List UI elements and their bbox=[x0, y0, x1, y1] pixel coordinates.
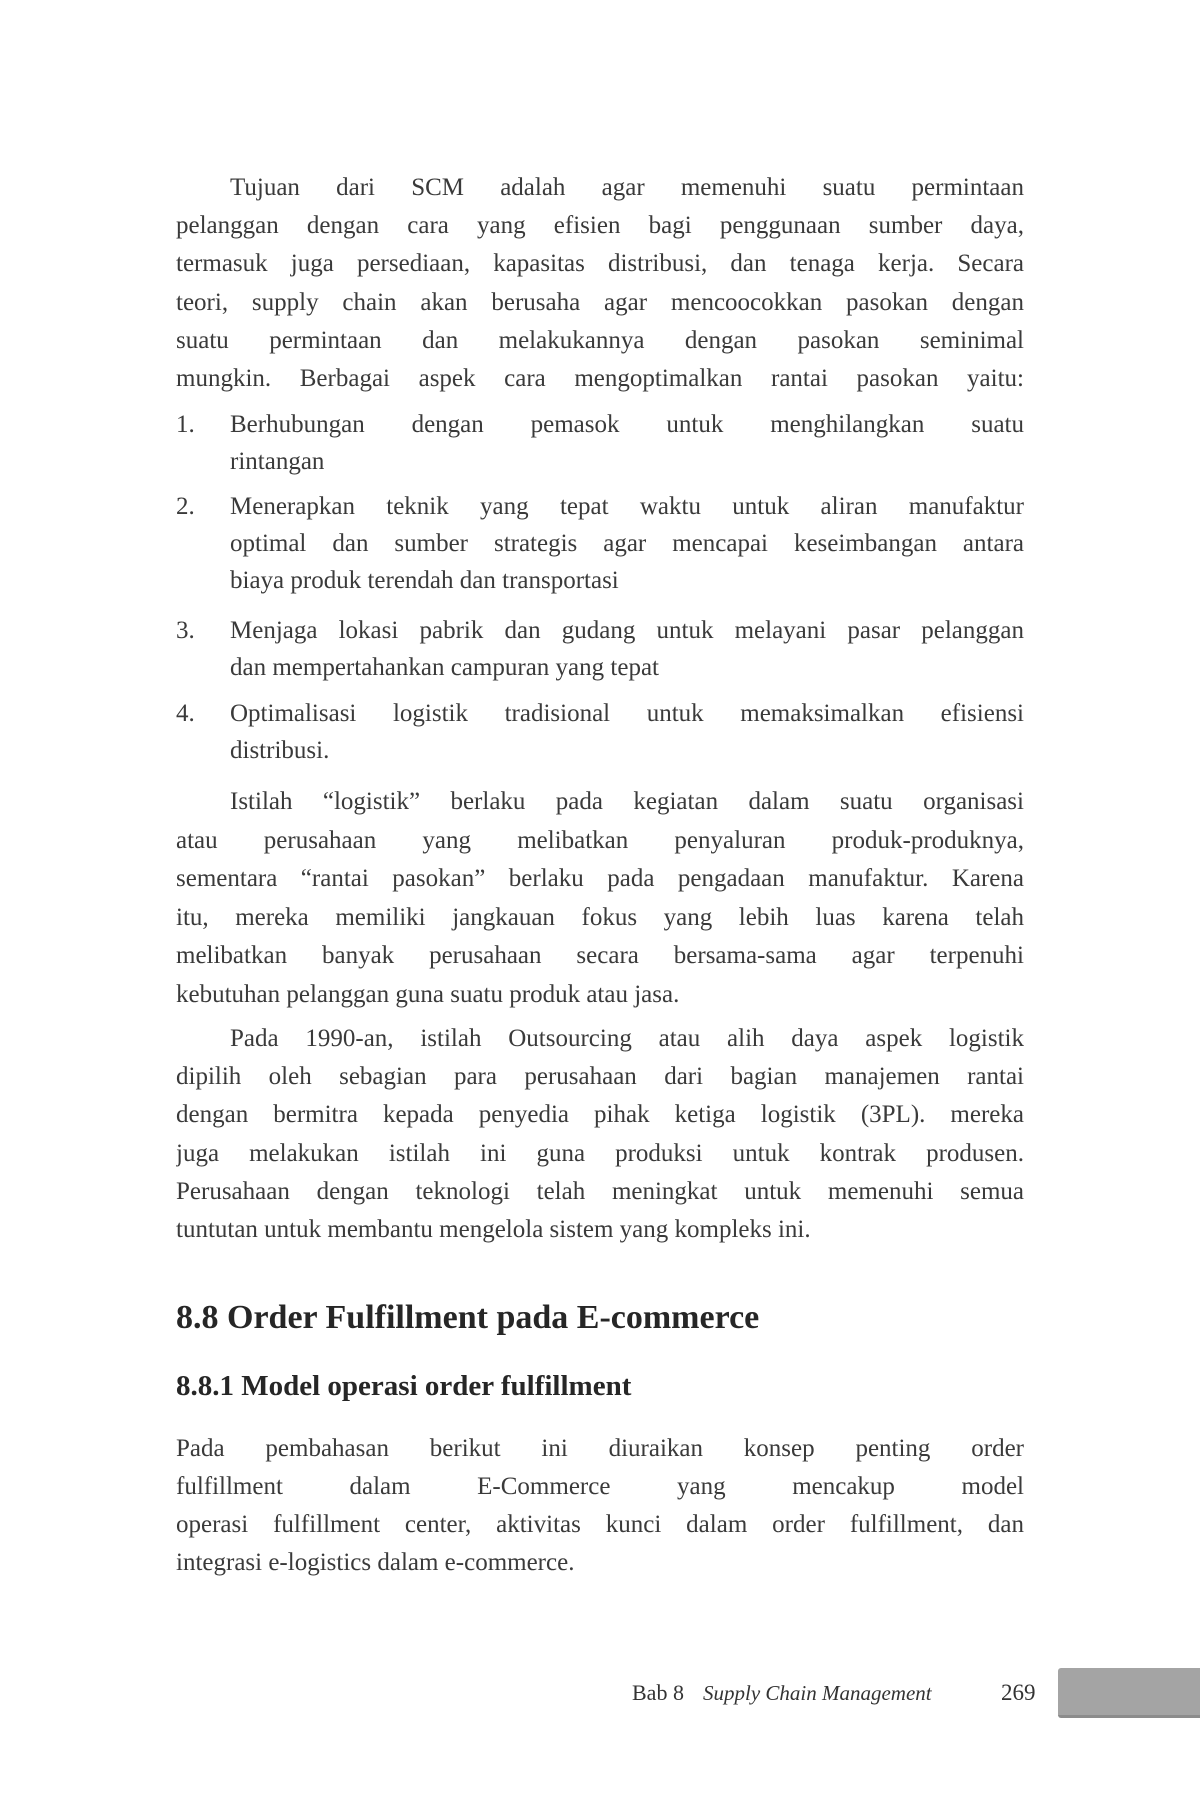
list-line: dan mempertahankan campuran yang tepat bbox=[230, 654, 659, 681]
list-line: Optimalisasi logistik tradisional untuk memaksimalkan efisiensi bbox=[230, 700, 1024, 727]
paragraph-line: Perusahaan dengan teknologi telah meningkat untuk memenuhi semua bbox=[176, 1177, 1024, 1205]
paragraph-line: itu, mereka memiliki jangkauan fokus yang lebih luas karena telah bbox=[176, 903, 1024, 931]
list-number: 1. bbox=[176, 411, 195, 438]
paragraph-line: sementara “rantai pasokan” berlaku pada pengadaan manufaktur. Karena bbox=[176, 865, 1024, 892]
intro-paragraph bbox=[176, 169, 1024, 398]
paragraph-line: Pada 1990-an, istilah Outsourcing atau alih daya aspek logistik bbox=[230, 1025, 1024, 1052]
footer-chapter-title: Supply Chain Management bbox=[703, 1681, 932, 1705]
list-item-text bbox=[230, 406, 1024, 480]
paragraph-line: pelanggan dengan cara yang efisien bagi penggunaan sumber daya, bbox=[176, 212, 1024, 240]
outsourcing-paragraph bbox=[176, 1020, 1024, 1249]
page-edge-tab bbox=[1058, 1668, 1200, 1718]
list-item-text bbox=[230, 695, 1024, 769]
list-line: optimal dan sumber strategis agar mencapai keseimbangan antara bbox=[230, 530, 1024, 557]
paragraph-line: juga melakukan istilah ini guna produksi untuk kontrak produsen. bbox=[176, 1139, 1024, 1167]
paragraph-line: Istilah “logistik” berlaku pada kegiatan dalam suatu organisasi bbox=[230, 788, 1024, 815]
list-line: distribusi. bbox=[230, 737, 330, 764]
list-line: Berhubungan dengan pemasok untuk menghilangkan suatu bbox=[230, 411, 1024, 438]
list-item-text bbox=[230, 612, 1024, 686]
subsection-heading: 8.8.1 Model operasi order fulfillment bbox=[176, 1370, 632, 1402]
paragraph-line: operasi fulfillment center, aktivitas kunci dalam order fulfillment, dan bbox=[176, 1511, 1024, 1538]
list-line: rintangan bbox=[230, 448, 325, 475]
section-paragraph bbox=[176, 1430, 1024, 1582]
list-item-text bbox=[230, 488, 1024, 599]
paragraph-line: mungkin. Berbagai aspek cara mengoptimalkan rantai pasokan yaitu: bbox=[176, 364, 1024, 392]
paragraph-line: integrasi e-logistics dalam e-commerce. bbox=[176, 1549, 575, 1576]
paragraph-line: suatu permintaan dan melakukannya dengan pasokan seminimal bbox=[176, 326, 1024, 354]
paragraph-line: Tujuan dari SCM adalah agar memenuhi suatu permintaan bbox=[230, 174, 1024, 201]
list-line: Menjaga lokasi pabrik dan gudang untuk melayani pasar pelanggan bbox=[230, 617, 1024, 644]
logistik-paragraph bbox=[176, 783, 1024, 1014]
paragraph-line: tuntutan untuk membantu mengelola sistem yang kompleks ini. bbox=[176, 1215, 811, 1243]
paragraph-line: fulfillment dalam E-Commerce yang mencakup model bbox=[176, 1473, 1024, 1500]
page-number: 269 bbox=[1001, 1680, 1036, 1705]
list-number: 4. bbox=[176, 700, 195, 727]
footer-chapter: Bab 8 bbox=[632, 1680, 684, 1705]
list-number: 3. bbox=[176, 617, 195, 644]
paragraph-line: dipilih oleh sebagian para perusahaan dari bagian manajemen rantai bbox=[176, 1063, 1024, 1091]
list-number: 2. bbox=[176, 493, 195, 520]
paragraph-line: kebutuhan pelanggan guna suatu produk atau jasa. bbox=[176, 980, 680, 1008]
paragraph-line: Pada pembahasan berikut ini diuraikan konsep penting order bbox=[176, 1435, 1024, 1462]
paragraph-line: teori, supply chain akan berusaha agar mencoocokkan pasokan dengan bbox=[176, 288, 1024, 316]
paragraph-line: dengan bermitra kepada penyedia pihak ketiga logistik (3PL). mereka bbox=[176, 1101, 1024, 1129]
section-heading: 8.8 Order Fulfillment pada E-commerce bbox=[176, 1299, 760, 1336]
list-line: biaya produk terendah dan transportasi bbox=[230, 567, 619, 594]
paragraph-line: atau perusahaan yang melibatkan penyaluran produk-produknya, bbox=[176, 826, 1024, 854]
paragraph-line: termasuk juga persediaan, kapasitas distribusi, dan tenaga kerja. Secara bbox=[176, 250, 1024, 278]
paragraph-line: melibatkan banyak perusahaan secara bersama-sama agar terpenuhi bbox=[176, 942, 1024, 969]
list-line: Menerapkan teknik yang tepat waktu untuk aliran manufaktur bbox=[230, 493, 1024, 520]
